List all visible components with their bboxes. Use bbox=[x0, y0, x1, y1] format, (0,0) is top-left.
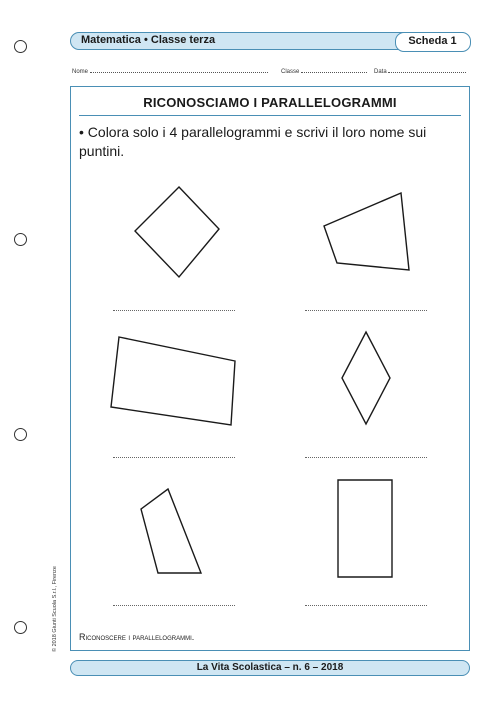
footer-bar: La Vita Scolastica – n. 6 – 2018 bbox=[70, 660, 470, 676]
name-field[interactable] bbox=[72, 67, 268, 75]
worksheet-number-tab: Scheda 1 bbox=[395, 32, 471, 52]
class-field[interactable] bbox=[281, 67, 367, 75]
shape-parallelogram[interactable] bbox=[111, 337, 235, 425]
header-subject: Matematica • Classe terza bbox=[81, 34, 216, 46]
answer-line[interactable] bbox=[113, 457, 235, 458]
worksheet-title: RICONOSCIAMO I PARALLELOGRAMMI bbox=[143, 95, 397, 110]
worksheet-frame bbox=[70, 86, 470, 651]
class-label: Classe bbox=[281, 69, 300, 75]
date-field[interactable] bbox=[374, 67, 466, 75]
answer-line[interactable] bbox=[113, 605, 235, 606]
punch-hole bbox=[14, 428, 27, 441]
punch-hole bbox=[14, 40, 27, 53]
name-label: Nome bbox=[72, 69, 89, 75]
answer-line[interactable] bbox=[113, 310, 235, 311]
instruction-text: • Colora solo i 4 parallelogrammi e scrivi il loro nome sui puntini. bbox=[79, 124, 427, 159]
shape-rectangle[interactable] bbox=[338, 480, 392, 577]
answer-line[interactable] bbox=[305, 457, 427, 458]
header-bar bbox=[70, 32, 470, 50]
copyright-text: © 2018 Giunti Scuola S.r.l., Firenze bbox=[52, 566, 58, 652]
shape-square[interactable] bbox=[135, 187, 219, 277]
shape-rhombus[interactable] bbox=[342, 332, 390, 424]
date-label: Data bbox=[374, 69, 387, 75]
shapes-area bbox=[71, 87, 468, 649]
punch-hole bbox=[14, 621, 27, 634]
punch-hole bbox=[14, 233, 27, 246]
learning-objective: Riconoscere i parallelogrammi. bbox=[79, 632, 195, 642]
answer-line[interactable] bbox=[305, 605, 427, 606]
answer-line[interactable] bbox=[305, 310, 427, 311]
shape-quadrilateral[interactable] bbox=[324, 193, 409, 270]
shape-trapezoid[interactable] bbox=[141, 489, 201, 573]
